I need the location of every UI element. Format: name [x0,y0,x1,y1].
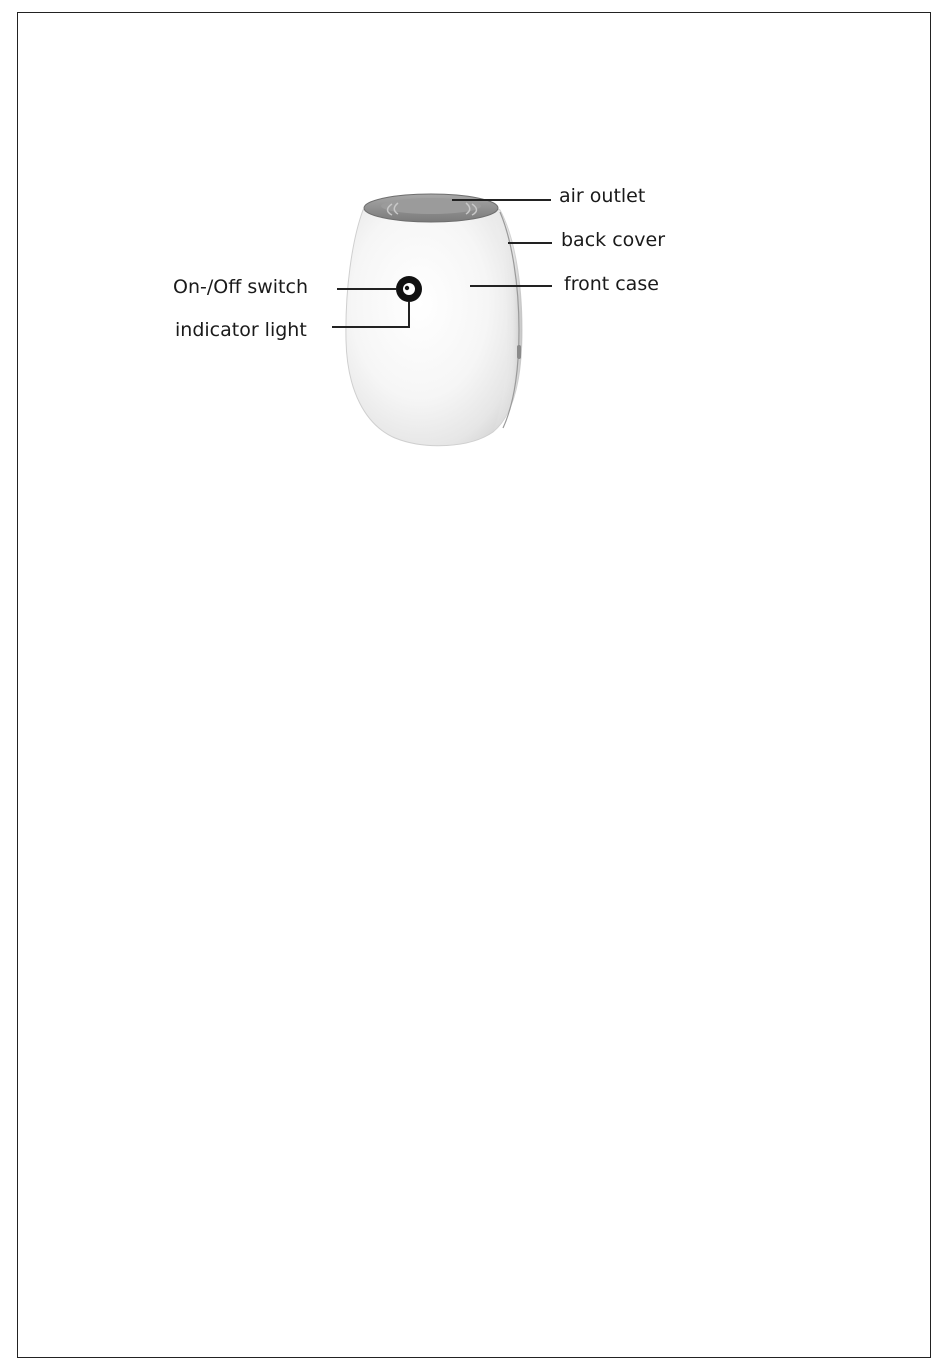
label-back-cover: back cover [561,229,666,251]
label-air-outlet: air outlet [559,185,646,207]
device-body [346,201,522,446]
label-front-case: front case [564,273,659,295]
air-outlet [364,194,498,222]
on-off-switch [396,276,422,302]
label-on-off-switch: On-/Off switch [173,276,308,298]
label-indicator-light: indicator light [175,319,307,341]
